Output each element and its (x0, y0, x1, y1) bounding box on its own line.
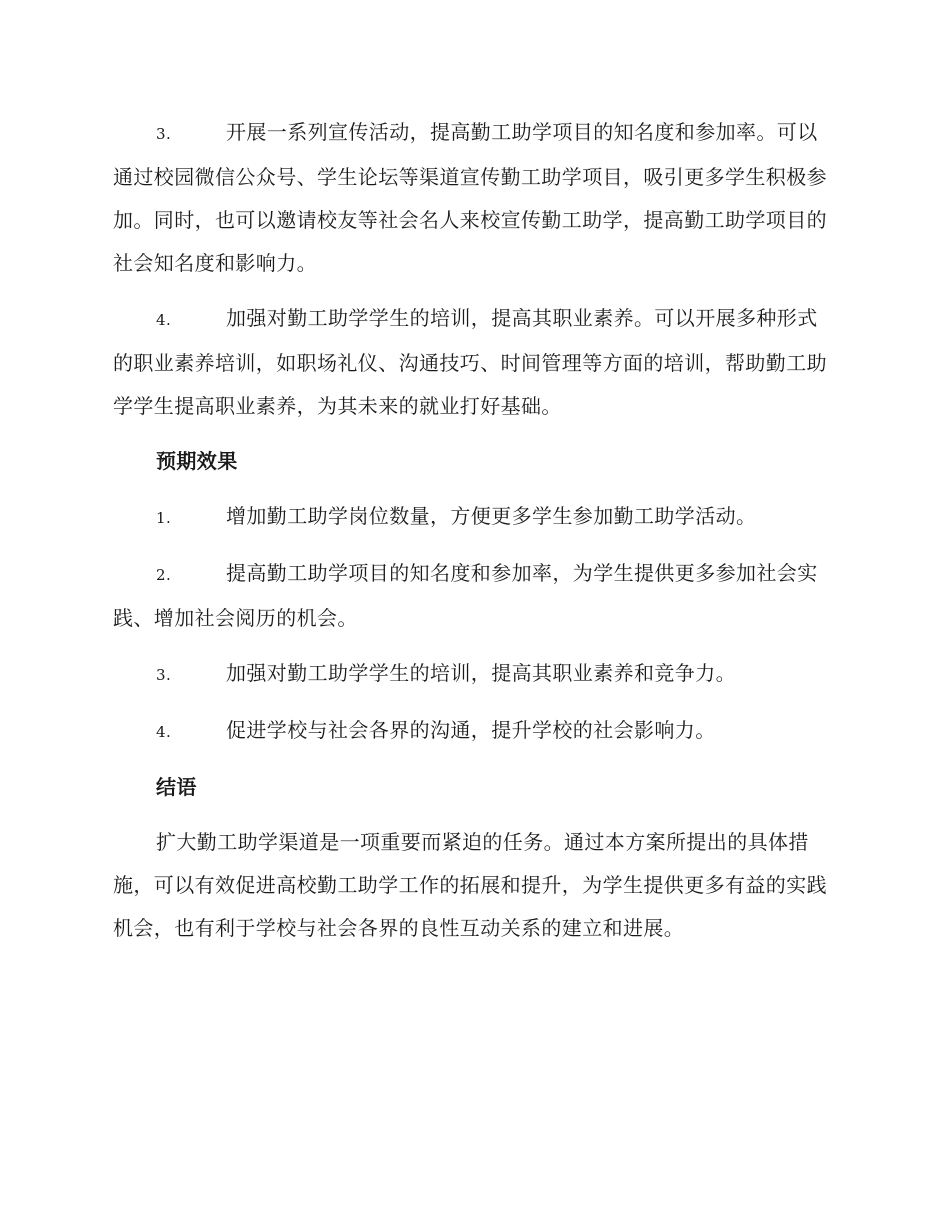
list-item-number: 4. (156, 723, 172, 741)
list-item-text: 促进学校与社会各界的沟通，提升学校的社会影响力。 (226, 718, 716, 742)
list-item-text: 加强对勤工助学学生的培训，提高其职业素养。可以开展多种形式的职业素养培训，如职场礼仪、沟通技巧、时间管理等方面的培训，帮助勤工助学学生提高职业素养，为其未来的就业打好基础。 (113, 306, 827, 418)
list-item-number: 3. (156, 666, 172, 684)
list-item-text: 开展一系列宣传活动，提高勤工助学项目的知名度和参加率。可以通过校园微信公众号、学生论坛等渠道宣传勤工助学项目，吸引更多学生积极参加。同时，也可以邀请校友等社会名人来校宣传勤工助学，提高勤工助学项目的社会知名度和影响力。 (113, 120, 827, 275)
list-item-text: 加强对勤工助学学生的培训，提高其职业素养和竞争力。 (226, 661, 736, 685)
list-item-number: 1. (156, 509, 172, 527)
section-heading-conclusion: 结语 (156, 775, 197, 799)
list-item (113, 111, 835, 285)
list-item-number: 3. (156, 125, 172, 143)
list-item (113, 652, 835, 697)
section-heading-expected-effects: 预期效果 (156, 449, 238, 473)
list-item-text: 增加勤工助学岗位数量，方便更多学生参加勤工助学活动。 (226, 504, 757, 528)
list-item-text: 提高勤工助学项目的知名度和参加率，为学生提供更多参加社会实践、增加社会阅历的机会。 (113, 561, 818, 630)
list-item-number: 2. (156, 566, 172, 584)
list-item (113, 495, 835, 540)
document-body (113, 111, 835, 950)
list-item (113, 709, 835, 754)
list-item-number: 4. (156, 311, 172, 329)
list-item (113, 297, 835, 428)
conclusion-paragraph: 扩大勤工助学渠道是一项重要而紧迫的任务。通过本方案所提出的具体措施，可以有效促进高校勤工助学工作的拓展和提升，为学生提供更多有益的实践机会，也有利于学校与社会各界的良性互动关系的建立和进展。 (113, 830, 827, 940)
list-item (113, 552, 835, 640)
